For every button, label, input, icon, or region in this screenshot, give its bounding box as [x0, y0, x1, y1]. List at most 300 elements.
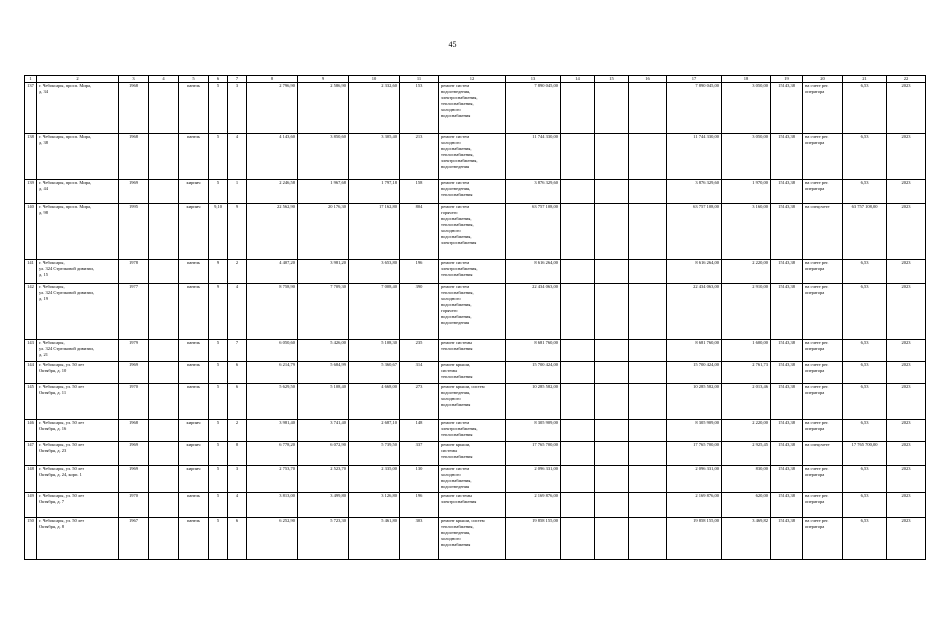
table-cell: 1: [228, 180, 247, 204]
table-cell: 2 761,73: [722, 362, 771, 384]
table-cell: 2 246,58: [247, 180, 298, 204]
table-cell: 17 162,80: [349, 204, 400, 260]
table-cell: кирпич: [179, 466, 209, 493]
table-cell: 5: [209, 384, 228, 420]
table-cell: 6,53: [843, 134, 887, 180]
table-row: [25, 340, 926, 362]
header-cell: 3: [119, 76, 149, 83]
table-cell: 148: [25, 466, 37, 493]
table-cell: [629, 260, 667, 284]
table-cell: 6: [228, 518, 247, 560]
table-cell: 7 890 045,00: [667, 83, 722, 134]
table-cell: [561, 420, 595, 442]
table-cell: [149, 180, 179, 204]
table-cell: 9: [209, 260, 228, 284]
table-cell: 6 072,90: [298, 442, 349, 466]
table-cell: 3 126,80: [349, 493, 400, 518]
table-cell: 3 981,20: [298, 260, 349, 284]
table-cell: 6,53: [843, 384, 887, 420]
table-cell: 9,10: [209, 204, 228, 260]
table-cell: 5: [209, 466, 228, 493]
header-cell: 20: [803, 76, 843, 83]
table-cell: [629, 466, 667, 493]
header-cell: 8: [247, 76, 298, 83]
table-cell: 6 214,79: [247, 362, 298, 384]
table-cell: 2 169 876,00: [506, 493, 561, 518]
header-cell: 6: [209, 76, 228, 83]
header-cell: 13: [506, 76, 561, 83]
table-cell: [595, 384, 629, 420]
table-cell: г. Чебоксары, ул. 324 Стрелковой дивизии, д. 21: [37, 340, 119, 362]
table-cell: на счете рег. оператора: [803, 518, 843, 560]
table-cell: [595, 493, 629, 518]
table-cell: на счете рег. оператора: [803, 362, 843, 384]
table-cell: г. Чебоксары, ул. 324 Стрелковой дивизии, д. 15: [37, 260, 119, 284]
table-cell: на счете рег. оператора: [803, 260, 843, 284]
table-cell: на счете рег. оператора: [803, 493, 843, 518]
table-cell: 5: [209, 362, 228, 384]
table-cell: 303: [400, 518, 439, 560]
table-cell: [149, 284, 179, 340]
table-cell: 3 981,40: [247, 420, 298, 442]
table-cell: 1969: [119, 180, 149, 204]
table-cell: ремонт систем холодного водоснабжения, теплоснабжения, электроснабжения, водоотведения: [439, 134, 506, 180]
table-cell: ремонт систем холодного водоснабжения, водоотведения: [439, 466, 506, 493]
table-cell: 2 753,70: [247, 466, 298, 493]
table-cell: 6,53: [843, 83, 887, 134]
table-cell: [561, 518, 595, 560]
table-cell: [595, 442, 629, 466]
table-cell: 1968: [119, 134, 149, 180]
table-cell: 7 008,40: [349, 284, 400, 340]
table-cell: 2023: [887, 442, 926, 466]
table-cell: 830,00: [722, 466, 771, 493]
table-cell: 3 876 329,60: [667, 180, 722, 204]
header-cell: 4: [149, 76, 179, 83]
table-cell: [149, 134, 179, 180]
table-cell: [561, 362, 595, 384]
table-cell: [629, 284, 667, 340]
table-cell: 2023: [887, 83, 926, 134]
table-cell: г. Чебоксары, просп. Мира, д. 98: [37, 204, 119, 260]
table-cell: 2 796,90: [247, 83, 298, 134]
table-cell: ремонт систем электроснабжения, теплоснабжения: [439, 420, 506, 442]
table-cell: 2023: [887, 493, 926, 518]
table-cell: [149, 362, 179, 384]
table-cell: 11 744 330,00: [667, 134, 722, 180]
table-cell: 7 709,30: [298, 284, 349, 340]
table-cell: г. Чебоксары, просп. Мира, д. 44: [37, 180, 119, 204]
table-cell: [149, 204, 179, 260]
table-cell: 22 562,90: [247, 204, 298, 260]
table-cell: кирпич: [179, 420, 209, 442]
header-cell: 21: [843, 76, 887, 83]
table-cell: 148: [400, 420, 439, 442]
table-cell: 5: [209, 420, 228, 442]
table-cell: [629, 362, 667, 384]
header-cell: 2: [37, 76, 119, 83]
header-cell: 5: [179, 76, 209, 83]
table-cell: панель: [179, 362, 209, 384]
table-cell: [149, 340, 179, 362]
table-cell: [595, 284, 629, 340]
table-cell: 1969: [119, 466, 149, 493]
table-cell: [561, 204, 595, 260]
table-cell: 2023: [887, 420, 926, 442]
table-cell: 143: [25, 340, 37, 362]
table-cell: 2023: [887, 340, 926, 362]
header-cell: 12: [439, 76, 506, 83]
table-cell: [629, 420, 667, 442]
page-number: 45: [448, 40, 457, 49]
table-cell: 2023: [887, 260, 926, 284]
table-cell: 7: [228, 340, 247, 362]
table-cell: 2 220,00: [722, 260, 771, 284]
table-cell: 2 523,70: [298, 466, 349, 493]
table-cell: панель: [179, 134, 209, 180]
table-cell: 19 858 155,00: [506, 518, 561, 560]
table-cell: 2 332,60: [349, 83, 400, 134]
table-cell: 3 050,00: [722, 134, 771, 180]
table-cell: г. Чебоксары, просп. Мира, д. 34: [37, 83, 119, 134]
table-cell: 5 426,00: [298, 340, 349, 362]
table-cell: [629, 340, 667, 362]
table-cell: г. Чебоксары, ул. 50 лет Октября, д. 24, корп. 1: [37, 466, 119, 493]
table-cell: 15143,38: [771, 340, 803, 362]
table-cell: 6,53: [843, 362, 887, 384]
table-cell: [149, 420, 179, 442]
table-cell: [149, 493, 179, 518]
table-cell: ремонт системы электроснабжения: [439, 493, 506, 518]
table-cell: 1 970,00: [722, 180, 771, 204]
table-cell: 2023: [887, 362, 926, 384]
table-cell: 7 890 045,00: [506, 83, 561, 134]
table-cell: ремонт крыши, систем водоотведения, холодного водоснабжения: [439, 384, 506, 420]
table-cell: 2023: [887, 284, 926, 340]
table-cell: 1 600,00: [722, 340, 771, 362]
header-cell: 9: [298, 76, 349, 83]
table-row: [25, 260, 926, 284]
table-cell: 5 723,30: [298, 518, 349, 560]
table-cell: 6,53: [843, 260, 887, 284]
table-cell: [149, 466, 179, 493]
table-cell: 196: [400, 493, 439, 518]
table-cell: 6,53: [843, 518, 887, 560]
table-cell: [595, 180, 629, 204]
table-cell: 1977: [119, 284, 149, 340]
table-cell: 8 681 760,00: [667, 340, 722, 362]
table-cell: кирпич: [179, 180, 209, 204]
table-cell: 15 700 424,00: [506, 362, 561, 384]
table-cell: 5 360,67: [349, 362, 400, 384]
table-cell: 213: [400, 134, 439, 180]
table-cell: 2 687,10: [349, 420, 400, 442]
table-cell: 15143,38: [771, 204, 803, 260]
table-cell: 5: [209, 340, 228, 362]
table-cell: на спецсчете: [803, 204, 843, 260]
table-cell: 6 778,20: [247, 442, 298, 466]
table-cell: [595, 340, 629, 362]
table-cell: кирпич: [179, 204, 209, 260]
table-row: [25, 518, 926, 560]
table-cell: 63 757 108,00: [506, 204, 561, 260]
table-cell: 15 700 424,00: [667, 362, 722, 384]
table-cell: на счете рег. оператора: [803, 420, 843, 442]
table-cell: 3 469,82: [722, 518, 771, 560]
table-row: [25, 284, 926, 340]
header-cell: 18: [722, 76, 771, 83]
table-cell: [629, 384, 667, 420]
table-cell: ремонт систем водоотведения, электроснабжения, теплоснабжения, холодного водоснабжения: [439, 83, 506, 134]
table-cell: 3 850,60: [298, 134, 349, 180]
table-cell: 2 925,45: [722, 442, 771, 466]
table-cell: г. Чебоксары, просп. Мира, д. 38: [37, 134, 119, 180]
table-cell: [595, 466, 629, 493]
table-cell: [629, 442, 667, 466]
table-cell: 137: [25, 83, 37, 134]
table-cell: 5: [209, 442, 228, 466]
table-cell: 4 668,00: [349, 384, 400, 420]
table-cell: панель: [179, 384, 209, 420]
table-cell: 4 407,20: [247, 260, 298, 284]
table-cell: 63 757 108,00: [667, 204, 722, 260]
table-row: [25, 466, 926, 493]
table-cell: 138: [25, 134, 37, 180]
table-cell: 9: [228, 204, 247, 260]
header-cell: 7: [228, 76, 247, 83]
table-cell: 6,53: [843, 466, 887, 493]
table-cell: 8 758,90: [247, 284, 298, 340]
table-cell: 5 629,50: [247, 384, 298, 420]
table-cell: 5: [209, 134, 228, 180]
table-cell: 15143,38: [771, 134, 803, 180]
header-cell: 14: [561, 76, 595, 83]
table-cell: [595, 134, 629, 180]
table-row: [25, 493, 926, 518]
header-cell: 11: [400, 76, 439, 83]
table-cell: 6,53: [843, 493, 887, 518]
table-cell: 130: [400, 466, 439, 493]
table-cell: 17 765 700,00: [506, 442, 561, 466]
table-cell: 15143,38: [771, 493, 803, 518]
header-cell: 17: [667, 76, 722, 83]
table-cell: [561, 466, 595, 493]
table-cell: 5: [209, 180, 228, 204]
table-cell: 6,53: [843, 180, 887, 204]
table-cell: 235: [400, 340, 439, 362]
table-cell: [149, 442, 179, 466]
table-cell: 5 684,99: [298, 362, 349, 384]
table-cell: 1970: [119, 493, 149, 518]
table-cell: 3 305,40: [349, 134, 400, 180]
table-cell: [629, 180, 667, 204]
table-cell: 5 108,30: [349, 340, 400, 362]
table-cell: 2023: [887, 204, 926, 260]
table-cell: [629, 204, 667, 260]
table-cell: [561, 442, 595, 466]
table-cell: панель: [179, 83, 209, 134]
table-row: [25, 442, 926, 466]
housing-repair-table: [24, 75, 926, 560]
header-cell: 22: [887, 76, 926, 83]
table-cell: [629, 518, 667, 560]
table-cell: 3 499,80: [298, 493, 349, 518]
header-cell: 15: [595, 76, 629, 83]
table-cell: 17 765 700,00: [843, 442, 887, 466]
table-cell: [149, 384, 179, 420]
table-cell: на счете рег. оператора: [803, 180, 843, 204]
table-cell: 15143,38: [771, 518, 803, 560]
table-cell: 6 252,90: [247, 518, 298, 560]
table-cell: 2: [228, 420, 247, 442]
table-cell: 2023: [887, 134, 926, 180]
table-cell: 1969: [119, 442, 149, 466]
header-cell: 1: [25, 76, 37, 83]
table-cell: г. Чебоксары, ул. 50 лет Октября, д. 11: [37, 384, 119, 420]
table-cell: 11 744 330,00: [506, 134, 561, 180]
table-cell: 2023: [887, 518, 926, 560]
table-cell: 17 765 700,00: [667, 442, 722, 466]
table-cell: 15143,38: [771, 420, 803, 442]
table-row: [25, 204, 926, 260]
table-cell: 140: [25, 204, 37, 260]
table-cell: 3 160,00: [722, 204, 771, 260]
table-cell: 8 616 264,00: [667, 260, 722, 284]
table-cell: панель: [179, 340, 209, 362]
table-cell: [561, 180, 595, 204]
header-cell: 10: [349, 76, 400, 83]
table-cell: 1979: [119, 340, 149, 362]
table-cell: [595, 260, 629, 284]
table-cell: на счете рег. оператора: [803, 284, 843, 340]
table-cell: на счете рег. оператора: [803, 466, 843, 493]
table-cell: 6: [228, 384, 247, 420]
table-cell: 4: [228, 134, 247, 180]
table-cell: г. Чебоксары, ул. 50 лет Октября, д. 7: [37, 493, 119, 518]
table-cell: 141: [25, 260, 37, 284]
table-cell: 9: [209, 284, 228, 340]
table-cell: 142: [25, 284, 37, 340]
table-cell: ремонт системы теплоснабжения: [439, 340, 506, 362]
table-cell: ремонт систем горячего водоснабжения, теплоснабжения, холодного водоснабжения, электроснабжения: [439, 204, 506, 260]
table-cell: 5: [209, 493, 228, 518]
table-cell: ремонт крыши, системы теплоснабжения: [439, 362, 506, 384]
table-cell: 6,53: [843, 420, 887, 442]
table-cell: 2 096 331,00: [506, 466, 561, 493]
table-cell: 8 305 909,00: [506, 420, 561, 442]
table-cell: 1968: [119, 420, 149, 442]
table-cell: 139: [25, 180, 37, 204]
table-cell: 10 285 582,00: [506, 384, 561, 420]
table-cell: 273: [400, 384, 439, 420]
table-cell: 2 586,90: [298, 83, 349, 134]
table-cell: г. Чебоксары, ул. 324 Стрелковой дивизии, д. 19: [37, 284, 119, 340]
table-cell: 2 169 876,00: [667, 493, 722, 518]
table-cell: 145: [25, 384, 37, 420]
table-cell: 22 434 063,00: [667, 284, 722, 340]
table-cell: на счете рег. оператора: [803, 340, 843, 362]
table-cell: 620,00: [722, 493, 771, 518]
table-cell: [629, 134, 667, 180]
table-cell: ремонт систем теплоснабжения, холодного водоснабжения, горячего водоснабжения, водоотведения: [439, 284, 506, 340]
table-cell: ремонт крыши, системы теплоснабжения: [439, 442, 506, 466]
table-cell: г. Чебоксары, ул. 50 лет Октября, д. 16: [37, 420, 119, 442]
table-cell: [595, 362, 629, 384]
table-cell: 337: [400, 442, 439, 466]
table-cell: 15143,38: [771, 384, 803, 420]
table-cell: [629, 493, 667, 518]
table-cell: на счете рег. оператора: [803, 134, 843, 180]
table-cell: панель: [179, 493, 209, 518]
table-cell: 196: [400, 260, 439, 284]
table-cell: [561, 284, 595, 340]
header-cell: 16: [629, 76, 667, 83]
table-row: [25, 384, 926, 420]
table-cell: 4: [228, 284, 247, 340]
table-cell: 153: [400, 83, 439, 134]
table-cell: г. Чебоксары, ул. 50 лет Октября, д. 10: [37, 362, 119, 384]
table-cell: 3 050,00: [722, 83, 771, 134]
table-cell: 2023: [887, 180, 926, 204]
table-row: [25, 180, 926, 204]
table-cell: 3 741,40: [298, 420, 349, 442]
table-cell: [149, 518, 179, 560]
table-cell: [561, 493, 595, 518]
table-cell: 5: [209, 518, 228, 560]
header-cell: 19: [771, 76, 803, 83]
table-cell: [561, 134, 595, 180]
table-cell: 804: [400, 204, 439, 260]
table-cell: ремонт крыши, систем теплоснабжения, водоотведения, холодного водоснабжения: [439, 518, 506, 560]
table-cell: [149, 260, 179, 284]
table-cell: 1995: [119, 204, 149, 260]
table-cell: 6,53: [843, 284, 887, 340]
table-cell: ремонт систем водоотведения, теплоснабжения: [439, 180, 506, 204]
table-cell: 144: [25, 362, 37, 384]
table-cell: 15143,38: [771, 466, 803, 493]
table-cell: 4: [228, 493, 247, 518]
table-cell: 147: [25, 442, 37, 466]
table-cell: [595, 83, 629, 134]
table-cell: 4 143,60: [247, 134, 298, 180]
table-cell: [561, 384, 595, 420]
table-cell: ремонт систем электроснабжения, теплоснабжения: [439, 260, 506, 284]
table-cell: 1 797,18: [349, 180, 400, 204]
table-cell: 5 739,50: [349, 442, 400, 466]
table-cell: 1969: [119, 362, 149, 384]
table-cell: на спецсчете: [803, 442, 843, 466]
table-cell: 390: [400, 284, 439, 340]
table-cell: 6,53: [843, 340, 887, 362]
table-cell: 3 653,80: [349, 260, 400, 284]
table-cell: панель: [179, 518, 209, 560]
table-cell: кирпич: [179, 442, 209, 466]
table-cell: г. Чебоксары, ул. 50 лет Октября, д. 8: [37, 518, 119, 560]
table-cell: 1967: [119, 518, 149, 560]
table-cell: [629, 83, 667, 134]
table-cell: 2 335,00: [349, 466, 400, 493]
table-row: [25, 83, 926, 134]
table-cell: [561, 260, 595, 284]
table-cell: 20 176,30: [298, 204, 349, 260]
table-cell: 2 013,46: [722, 384, 771, 420]
table-cell: 1970: [119, 384, 149, 420]
table-cell: 3 876 329,60: [506, 180, 561, 204]
table-cell: 1978: [119, 260, 149, 284]
table-cell: 8 305 909,00: [667, 420, 722, 442]
table-cell: 2 910,00: [722, 284, 771, 340]
table-cell: 2 096 331,00: [667, 466, 722, 493]
